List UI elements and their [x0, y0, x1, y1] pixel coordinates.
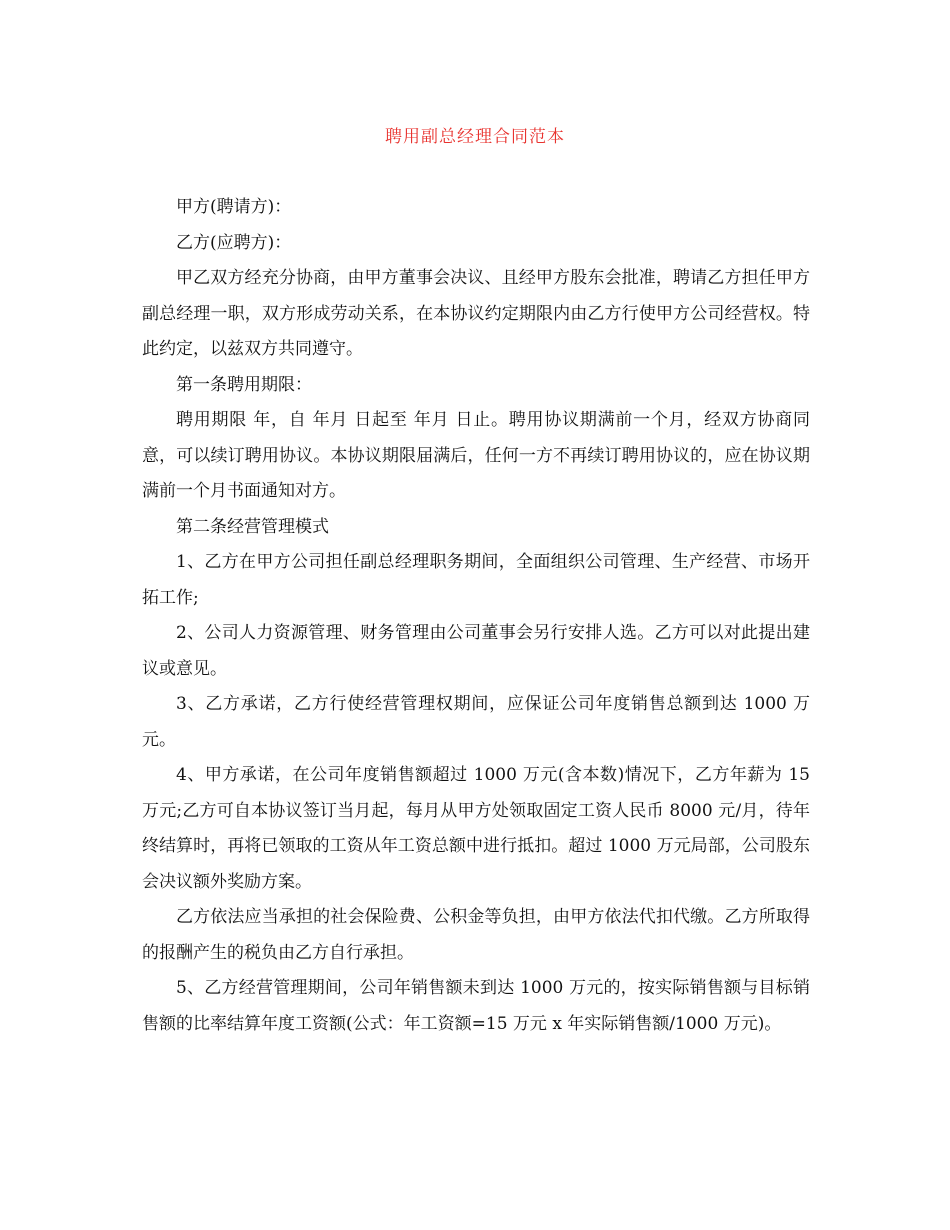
article-2-item-1: 1、乙方在甲方公司担任副总经理职务期间，全面组织公司管理、生产经营、市场开拓工作;	[142, 552, 810, 608]
article-2-item-4: 4、甲方承诺，在公司年度销售额超过 1000 万元(含本数)情况下，乙方年薪为 15 万元;乙方可自本协议签订当月起，每月从甲方处领取固定工资人民币 8000 元/月，待年终结算时，再将已领取的工资从年工资总额中进行抵扣。超过 1000 万元局部，公司股东会决议额外奖励方案。	[142, 765, 810, 892]
article-2-tax-paragraph: 乙方依法应当承担的社会保险费、公积金等负担，由甲方依法代扣代缴。乙方所取得的报酬产生的税负由乙方自行承担。	[142, 907, 810, 963]
article-2-item-5: 5、乙方经营管理期间，公司年销售额未到达 1000 万元的，按实际销售额与目标销售额的比率结算年度工资额(公式：年工资额=15 万元 x 年实际销售额/1000 万元)。	[142, 978, 810, 1034]
article-2-item-3: 3、乙方承诺，乙方行使经营管理权期间，应保证公司年度销售总额到达 1000 万元。	[142, 694, 810, 750]
party-a-line: 甲方(聘请方)：	[176, 197, 292, 217]
article-2-heading: 第二条经营管理模式	[176, 516, 329, 537]
document-title: 聘用副总经理合同范本	[385, 127, 565, 147]
article-1-heading: 第一条聘用期限：	[176, 374, 312, 395]
preamble-paragraph: 甲乙双方经充分协商，由甲方董事会决议、且经甲方股东会批准，聘请乙方担任甲方副总经理一职，双方形成劳动关系，在本协议约定期限内由乙方行使甲方公司经营权。特此约定，以兹双方共同遵守。	[142, 268, 810, 359]
party-b-line: 乙方(应聘方)：	[176, 232, 292, 253]
article-1-paragraph: 聘用期限 年，自 年月 日起至 年月 日止。聘用协议期满前一个月，经双方协商同意，可以续订聘用协议。本协议期限届满后，任何一方不再续订聘用协议的，应在协议期满前一个月书面通知对方。	[142, 410, 810, 501]
document-body	[142, 190, 810, 1042]
article-2-item-2: 2、公司人力资源管理、财务管理由公司董事会另行安排人选。乙方可以对此提出建议或意见。	[142, 623, 810, 679]
